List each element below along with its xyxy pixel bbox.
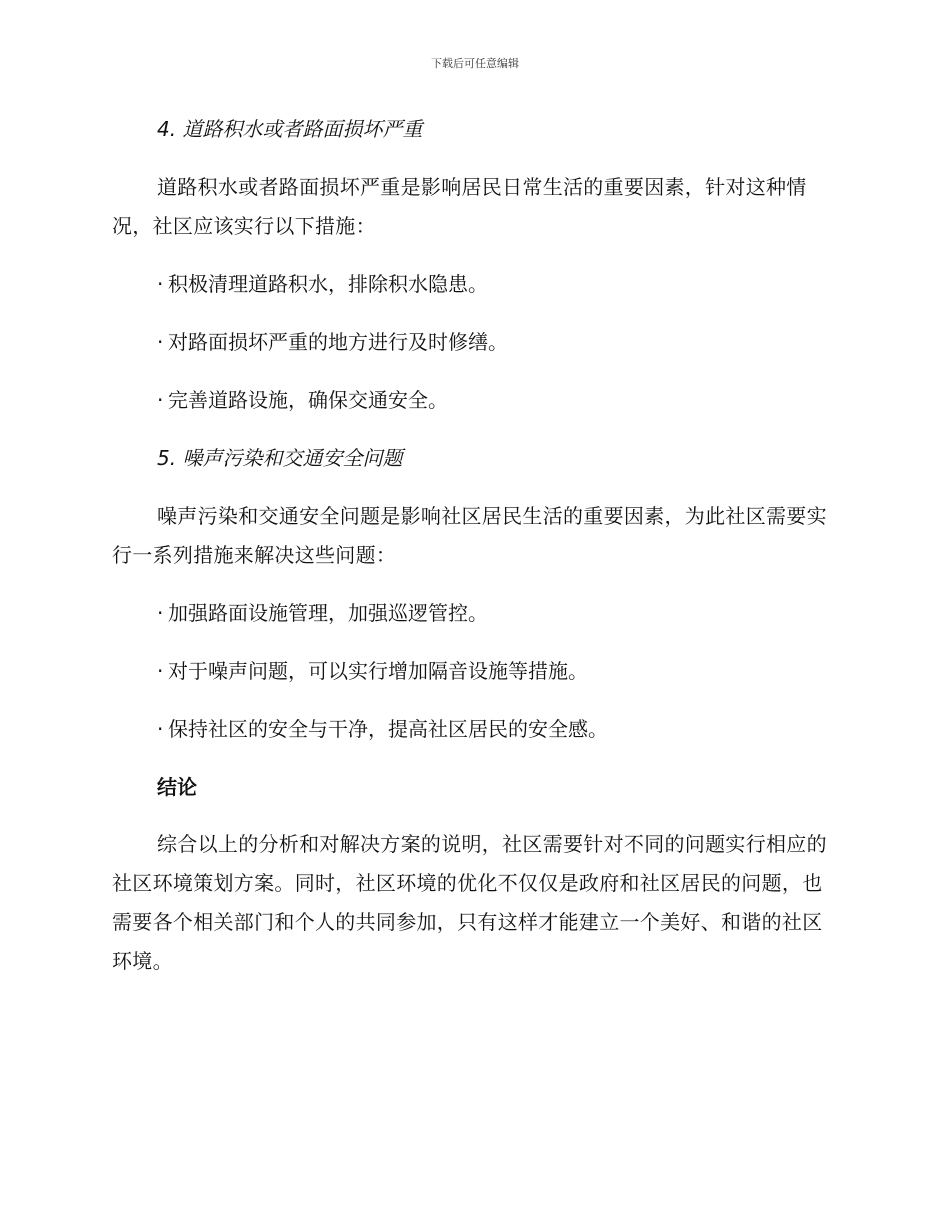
section-4-bullet-2	[157, 323, 832, 361]
page-header: 下载后可任意编辑	[431, 57, 519, 70]
bullet-text: 对于噪声问题，可以实行增加隔音设施等措施。	[168, 659, 588, 683]
section-5-bullet-3	[157, 710, 832, 748]
document-body	[112, 110, 832, 1000]
section-4-bullet-1	[157, 265, 832, 303]
bullet-dot: ·	[157, 388, 164, 412]
section-5-heading: 5. 噪声污染和交通安全问题	[157, 446, 403, 470]
bullet-text: 积极清理道路积水，排除积水隐患。	[168, 272, 488, 296]
bullet-text: 保持社区的安全与干净，提高社区居民的安全感。	[168, 717, 608, 741]
section-5-bullet-1	[157, 594, 832, 632]
bullet-text: 完善道路设施，确保交通安全。	[168, 388, 448, 412]
bullet-text: 对路面损坏严重的地方进行及时修缮。	[168, 330, 508, 354]
section-4-bullet-3	[157, 381, 832, 419]
bullet-text: 加强路面设施管理，加强巡逻管控。	[168, 601, 488, 625]
section-5-intro: 噪声污染和交通安全问题是影响社区居民生活的重要因素，为此社区需要实行一系列措施来解决这些问题：	[112, 504, 827, 567]
section-5-bullet-2	[157, 652, 832, 690]
bullet-dot: ·	[157, 717, 164, 741]
section-4-heading: 4. 道路积水或者路面损坏严重	[157, 117, 423, 141]
bullet-dot: ·	[157, 272, 164, 296]
bullet-dot: ·	[157, 330, 164, 354]
section-4-intro: 道路积水或者路面损坏严重是影响居民日常生活的重要因素，针对这种情况，社区应该实行以下措施：	[112, 175, 807, 238]
bullet-dot: ·	[157, 601, 164, 625]
conclusion-text: 综合以上的分析和对解决方案的说明，社区需要针对不同的问题实行相应的社区环境策划方案。同时，社区环境的优化不仅仅是政府和社区居民的问题，也需要各个相关部门和个人的共同参加，只有这样才能建立一个美好、和谐的社区环境。	[112, 832, 827, 973]
bullet-dot: ·	[157, 659, 164, 683]
conclusion-heading: 结论	[157, 775, 197, 799]
